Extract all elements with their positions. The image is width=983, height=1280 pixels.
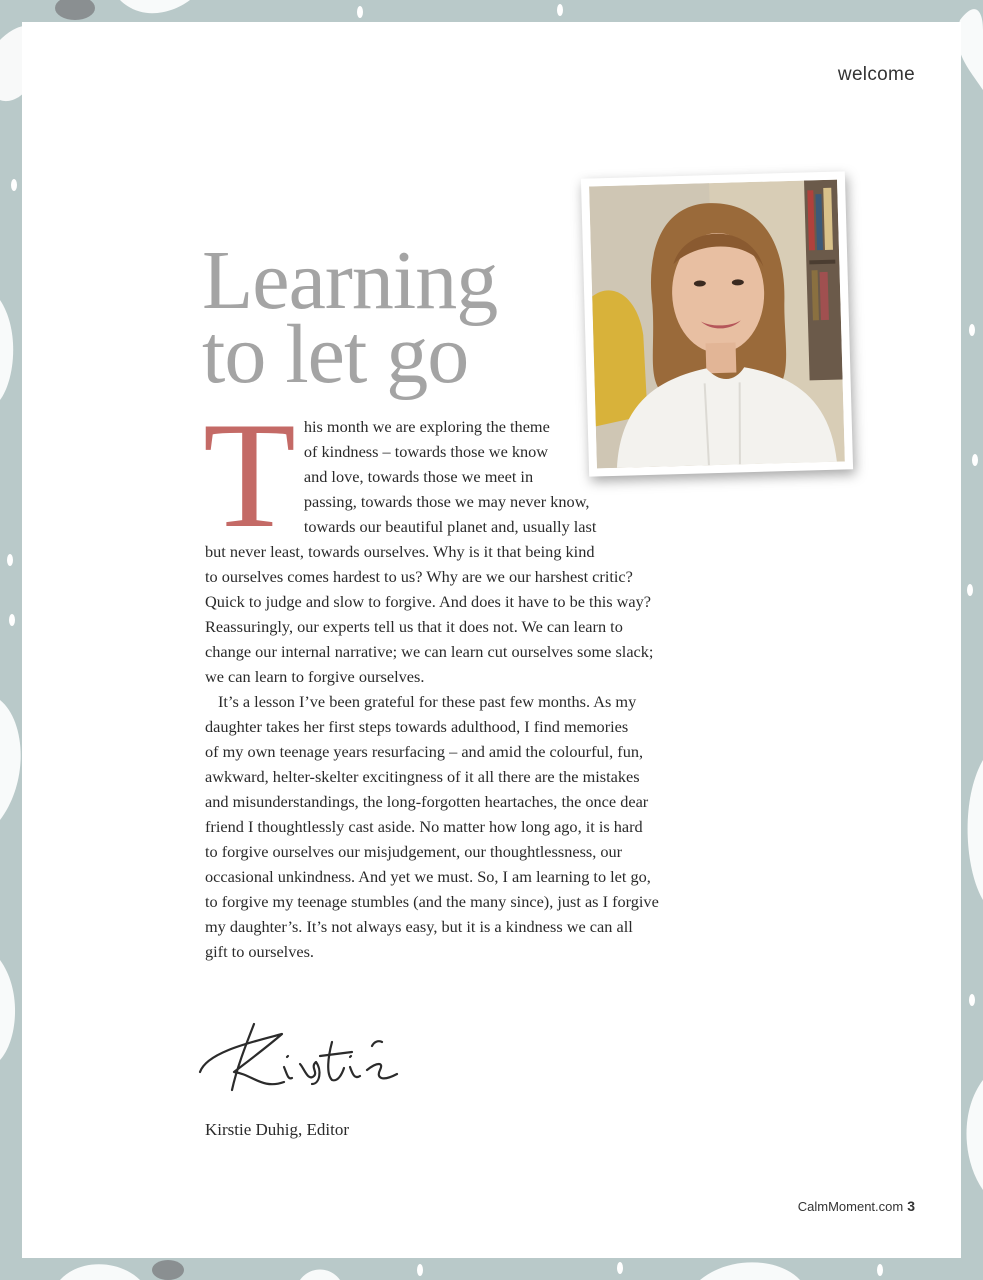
section-label: welcome [837,64,915,85]
magazine-page [22,22,961,1258]
paragraph-1: his month we are exploring the theme of kindness – towards those we know and love, towards those we meet in passing, towards those we may never know, towards our beautiful planet and, usually last but never least, towards ourselves. Why is it that being kind to ourselves comes hardest to us? Why are we our harshest critic? Quick to judge and slow to forgive. And does it have to be this way? Reassuringly, our experts tell us that it does not. We can learn to change our internal narrative; we can learn cut ourselves some slack; we can learn to forgive ourselves. [205,417,654,686]
author-byline: Kirstie Duhig, Editor [205,1120,350,1139]
page-footer [798,1198,915,1214]
page-number: 3 [907,1198,915,1214]
article-title [202,234,498,401]
article-body [203,391,705,964]
title-line-2: to let go [202,308,469,401]
title-line-1: Learning [202,234,498,327]
drop-cap: T [203,391,296,559]
site-name: CalmMoment.com [797,1199,904,1214]
paragraph-2: It’s a lesson I’ve been grateful for these past few months. As my daughter takes her first steps towards adulthood, I find memories of my own teenage years resurfacing – and amid the colourful, fun, awkward, helter-skelter excitingness of it all there are the mistakes and misunderstandings, the long-forgotten heartaches, the once dear friend I thoughtlessly cast aside. No matter how long ago, it is hard to forgive ourselves our misjudgement, our thoughtlessness, our occasional unkindness. And yet we must. So, I am learning to let go, to forgive my teenage stumbles (and the many since), just as I forgive my daughter’s. It’s not always easy, but it is a kindness we can all gift to ourselves. [205,692,659,961]
signature-handwritten [192,1012,412,1102]
